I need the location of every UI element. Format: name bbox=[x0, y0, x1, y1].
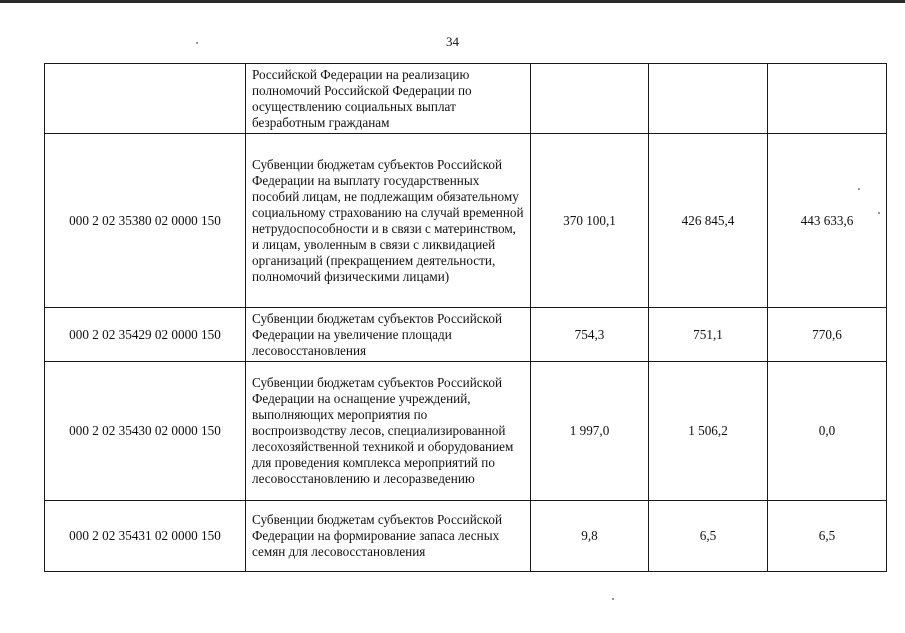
value-year-3-cell: 0,0 bbox=[768, 362, 887, 501]
table-row bbox=[45, 362, 887, 501]
budget-code-cell: 000 2 02 35429 02 0000 150 bbox=[45, 308, 246, 362]
table-row bbox=[45, 501, 887, 572]
budget-code-cell: 000 2 02 35430 02 0000 150 bbox=[45, 362, 246, 501]
value-year-2-cell: 6,5 bbox=[649, 501, 768, 572]
scan-speck bbox=[858, 188, 860, 190]
description-cell: Субвенции бюджетам субъектов Российской Федерации на увеличение площади лесовосстановления bbox=[246, 308, 531, 362]
budget-revenue-table bbox=[44, 63, 887, 572]
table-row bbox=[45, 134, 887, 308]
scan-top-edge bbox=[0, 0, 905, 3]
value-year-2-cell: 426 845,4 bbox=[649, 134, 768, 308]
value-year-3-cell bbox=[768, 64, 887, 134]
description-cell: Субвенции бюджетам субъектов Российской Федерации на выплату государственных пособий лицам, не подлежащим обязательному социальному страхованию на случай временной нетрудоспособности и в связи с материнством, и лицам, уволенным в связи с ликвидацией организаций (прекращением деятельности, полномочий физическими лицами) bbox=[246, 134, 531, 308]
budget-code-cell: 000 2 02 35380 02 0000 150 bbox=[45, 134, 246, 308]
scan-speck bbox=[878, 212, 880, 214]
scan-speck bbox=[612, 598, 614, 600]
budget-code-cell: 000 2 02 35431 02 0000 150 bbox=[45, 501, 246, 572]
budget-code-cell bbox=[45, 64, 246, 134]
value-year-1-cell bbox=[531, 64, 649, 134]
value-year-3-cell: 770,6 bbox=[768, 308, 887, 362]
description-cell: Субвенции бюджетам субъектов Российской Федерации на формирование запаса лесных семян для лесовосстановления bbox=[246, 501, 531, 572]
value-year-1-cell: 754,3 bbox=[531, 308, 649, 362]
value-year-1-cell: 370 100,1 bbox=[531, 134, 649, 308]
table-row bbox=[45, 64, 887, 134]
value-year-1-cell: 9,8 bbox=[531, 501, 649, 572]
value-year-3-cell: 443 633,6 bbox=[768, 134, 887, 308]
value-year-2-cell: 1 506,2 bbox=[649, 362, 768, 501]
value-year-2-cell: 751,1 bbox=[649, 308, 768, 362]
description-cell: Субвенции бюджетам субъектов Российской Федерации на оснащение учреждений, выполняющих мероприятия по воспроизводству лесов, специализированной лесохозяйственной техникой и оборудованием для проведения комплекса мероприятий по лесовосстановлению и лесоразведению bbox=[246, 362, 531, 501]
table-row bbox=[45, 308, 887, 362]
page-number: 34 bbox=[446, 34, 459, 49]
value-year-1-cell: 1 997,0 bbox=[531, 362, 649, 501]
value-year-2-cell bbox=[649, 64, 768, 134]
description-cell: Российской Федерации на реализацию полномочий Российской Федерации по осуществлению социальных выплат безработным гражданам bbox=[246, 64, 531, 134]
value-year-3-cell: 6,5 bbox=[768, 501, 887, 572]
scan-speck bbox=[196, 42, 198, 44]
